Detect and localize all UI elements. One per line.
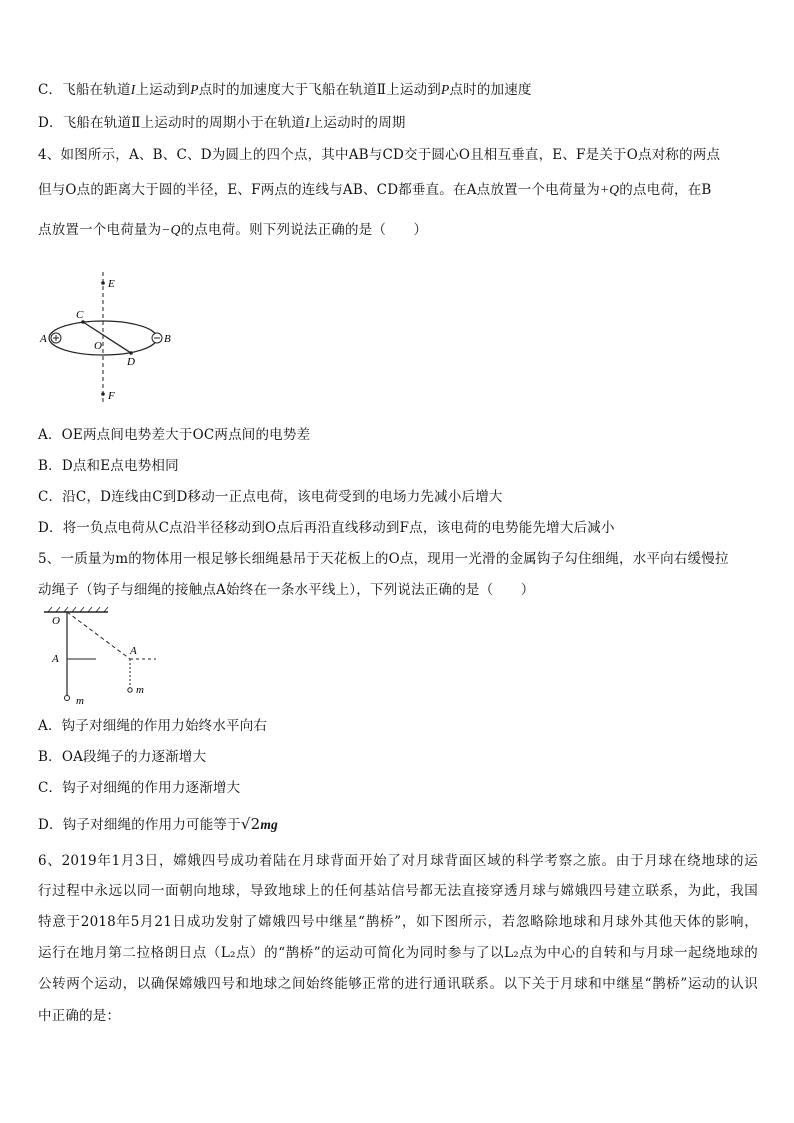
- label-a-left: A: [52, 653, 59, 665]
- q4-option-a: A．OE两点间电势差大于OC两点间的电势差: [38, 427, 311, 443]
- label-e: E: [108, 278, 115, 290]
- label-o: O: [52, 615, 60, 627]
- q4-stem-line-1: 4、如图所示，A、B、C、D为圆上的四个点，其中AB与CD交于圆心O且相互垂直，E、F是关于O点对称的两点: [38, 147, 721, 163]
- label-f: F: [108, 390, 115, 402]
- q5-option-d: D．钩子对细绳的作用力可能等于√2mg: [38, 815, 278, 833]
- point-f: [101, 392, 105, 396]
- label-m-left: m: [76, 695, 84, 706]
- q4-stem-line-3: 点放置一个电荷量为−Q的点电荷。则下列说法正确的是（ ）: [38, 222, 428, 238]
- label-m-right: m: [136, 684, 144, 696]
- point-e: [101, 281, 105, 285]
- q4-stem-line-2: 但与O点的距离大于圆的半径，E、F两点的连线与AB、CD都垂直。在A点放置一个电荷量为+Q的点电荷，在B: [38, 182, 712, 198]
- cd-line: [83, 322, 131, 353]
- ceiling-hatch: [48, 607, 108, 612]
- label-d: D: [127, 356, 135, 368]
- q5-stem-line-1: 5、一质量为m的物体用一根足够长细绳悬吊于天花板上的O点，现用一光滑的金属钩子勾住细绳，水平向右缓慢拉: [38, 551, 729, 567]
- point-d: [129, 351, 133, 355]
- mass-final: [128, 688, 132, 692]
- q4-option-b: B．D点和E点电势相同: [38, 458, 179, 474]
- q4-option-c: C．沿C，D连线由C到D移动一正点电荷，该电荷受到的电场力先减小后增大: [38, 489, 503, 505]
- q5-hook-figure: [38, 604, 168, 706]
- q3-option-c: C．飞船在轨道I上运动到P点时的加速度大于飞船在轨道Ⅱ上运动到P点时的加速度: [38, 82, 532, 98]
- q6-stem-line-5: 公转两个运动，以确保嫦娥四号和地球之间始终能够正常的进行通讯联系。以下关于月球和中继星“鹊桥”运动的认识: [38, 976, 758, 992]
- label-o: O: [94, 340, 102, 352]
- q6-stem-line-2: 行过程中永远以同一面朝向地球，导致地球上的任何基站信号都无法直接穿透月球与嫦娥四号建立联系，为此，我国: [38, 883, 758, 899]
- q5-option-c: C．钩子对细绳的作用力逐渐增大: [38, 780, 241, 796]
- q3-option-d: D．飞船在轨道Ⅱ上运动时的周期小于在轨道I上运动时的周期: [38, 115, 406, 131]
- q6-stem-line-4: 运行在地月第二拉格朗日点（L₂点）的“鹊桥”的运动可简化为同时参与了以L₂点为中心的自转和与月球一起绕地球的: [38, 945, 758, 961]
- q5-option-b: B．OA段绳子的力逐渐增大: [38, 749, 207, 765]
- rope-dashed-slant: [67, 612, 130, 659]
- q4-circle-figure: [36, 268, 186, 408]
- label-c: C: [76, 309, 84, 321]
- label-a-right: A: [130, 645, 137, 657]
- q5-stem-line-2: 动绳子（钩子与细绳的接触点A始终在一条水平线上），下列说法正确的是（ ）: [38, 582, 535, 598]
- q6-stem-line-3: 特意于2018年5月21日成功发射了嫦娥四号中继星“鹊桥”，如下图所示，若忽略除地球和月球外其他天体的影响，: [38, 914, 758, 930]
- label-b: B: [164, 333, 171, 345]
- q6-stem-line-6: 中正确的是：: [38, 1008, 121, 1024]
- q4-option-d: D．将一负点电荷从C点沿半径移动到O点后再沿直线移动到F点，该电荷的电势能先增大后减小: [38, 520, 615, 536]
- mass-initial: [65, 696, 70, 701]
- q6-stem-line-1: 6、2019年1月3日，嫦娥四号成功着陆在月球背面开始了对月球背面区域的科学考察之旅。由于月球在绕地球的运: [38, 853, 758, 869]
- q5-option-a: A．钩子对细绳的作用力始终水平向右: [38, 718, 268, 734]
- label-a: A: [40, 333, 47, 345]
